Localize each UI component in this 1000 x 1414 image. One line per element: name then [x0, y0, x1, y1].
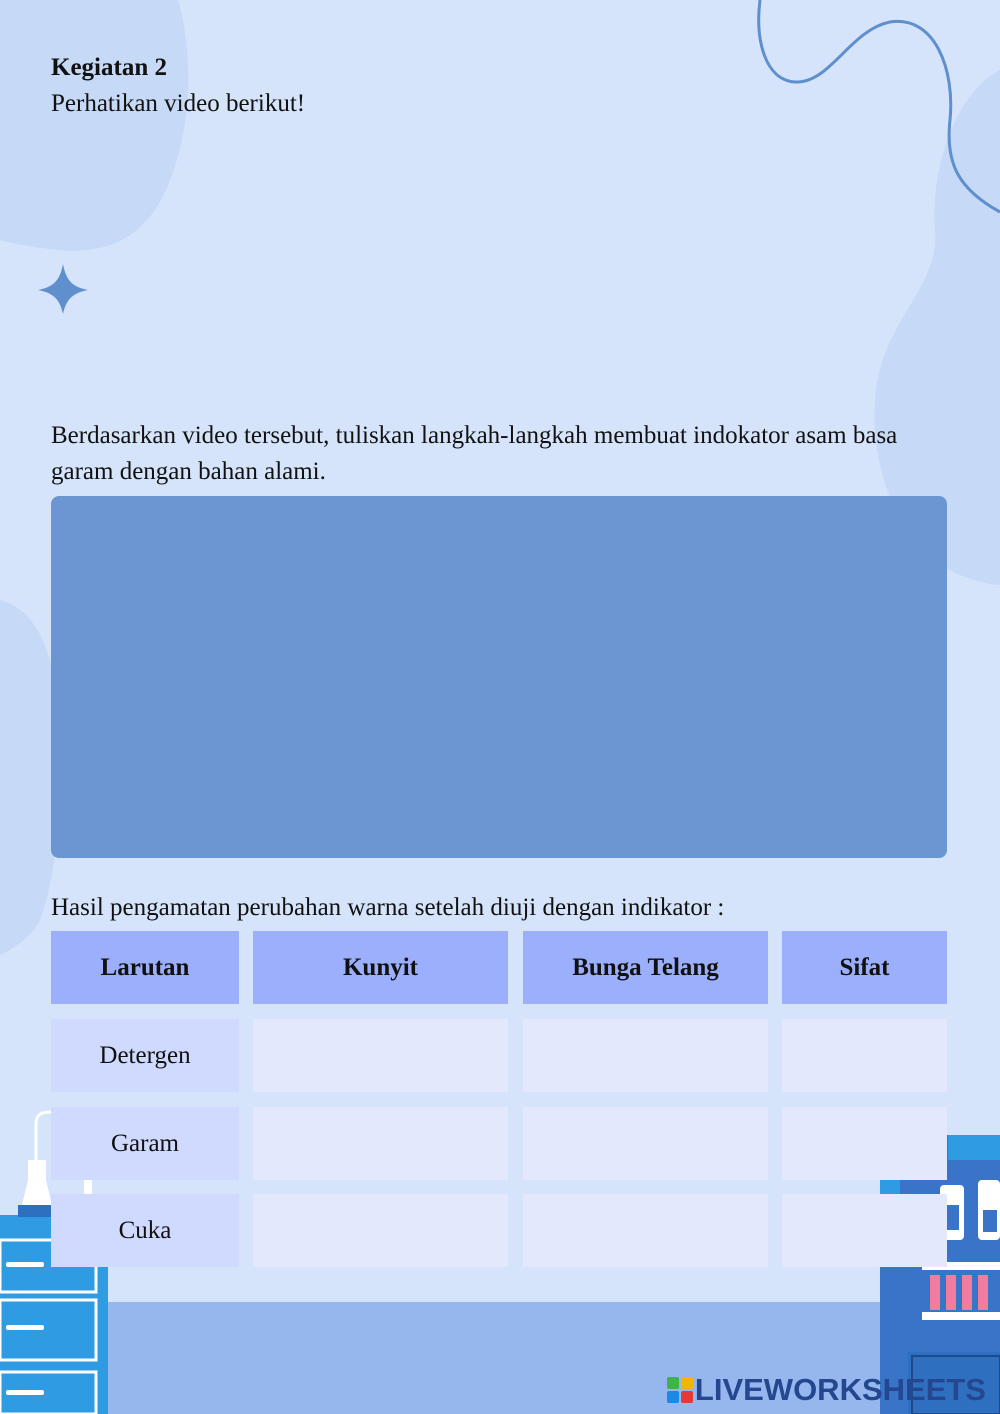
- answer-cell-garam-kunyit[interactable]: [253, 1107, 508, 1180]
- table-header-sifat: Sifat: [782, 931, 947, 1004]
- intro-text: Perhatikan video berikut!: [51, 90, 306, 117]
- liveworksheets-logo-icon: [667, 1377, 693, 1403]
- answer-cell-cuka-sifat[interactable]: [782, 1194, 947, 1267]
- answer-cell-cuka-kunyit[interactable]: [253, 1194, 508, 1267]
- answer-cell-cuka-bunga-telang[interactable]: [523, 1194, 768, 1267]
- table-header-kunyit: Kunyit: [253, 931, 508, 1004]
- answer-cell-garam-bunga-telang[interactable]: [523, 1107, 768, 1180]
- sparkle-icon: [38, 264, 88, 314]
- answer-textbox[interactable]: [51, 496, 947, 858]
- table-caption: Hasil pengamatan perubahan warna setelah diuji dengan indikator :: [51, 894, 725, 921]
- answer-cell-detergen-kunyit[interactable]: [253, 1019, 508, 1092]
- table-header-bunga-telang: Bunga Telang: [523, 931, 768, 1004]
- brand-name: LIVEWORKSHEETS: [694, 1372, 986, 1407]
- row-label-cuka: Cuka: [51, 1194, 239, 1267]
- page-title: Kegiatan 2: [51, 54, 167, 81]
- row-label-detergen: Detergen: [51, 1019, 239, 1092]
- table-header-larutan: Larutan: [51, 931, 239, 1004]
- answer-cell-detergen-bunga-telang[interactable]: [523, 1019, 768, 1092]
- liveworksheets-branding: [667, 1372, 986, 1408]
- row-label-garam: Garam: [51, 1107, 239, 1180]
- answer-cell-garam-sifat[interactable]: [782, 1107, 947, 1180]
- answer-cell-detergen-sifat[interactable]: [782, 1019, 947, 1092]
- question-text: Berdasarkan video tersebut, tuliskan langkah-langkah membuat indokator asam basa garam dengan bahan alami.: [51, 422, 898, 485]
